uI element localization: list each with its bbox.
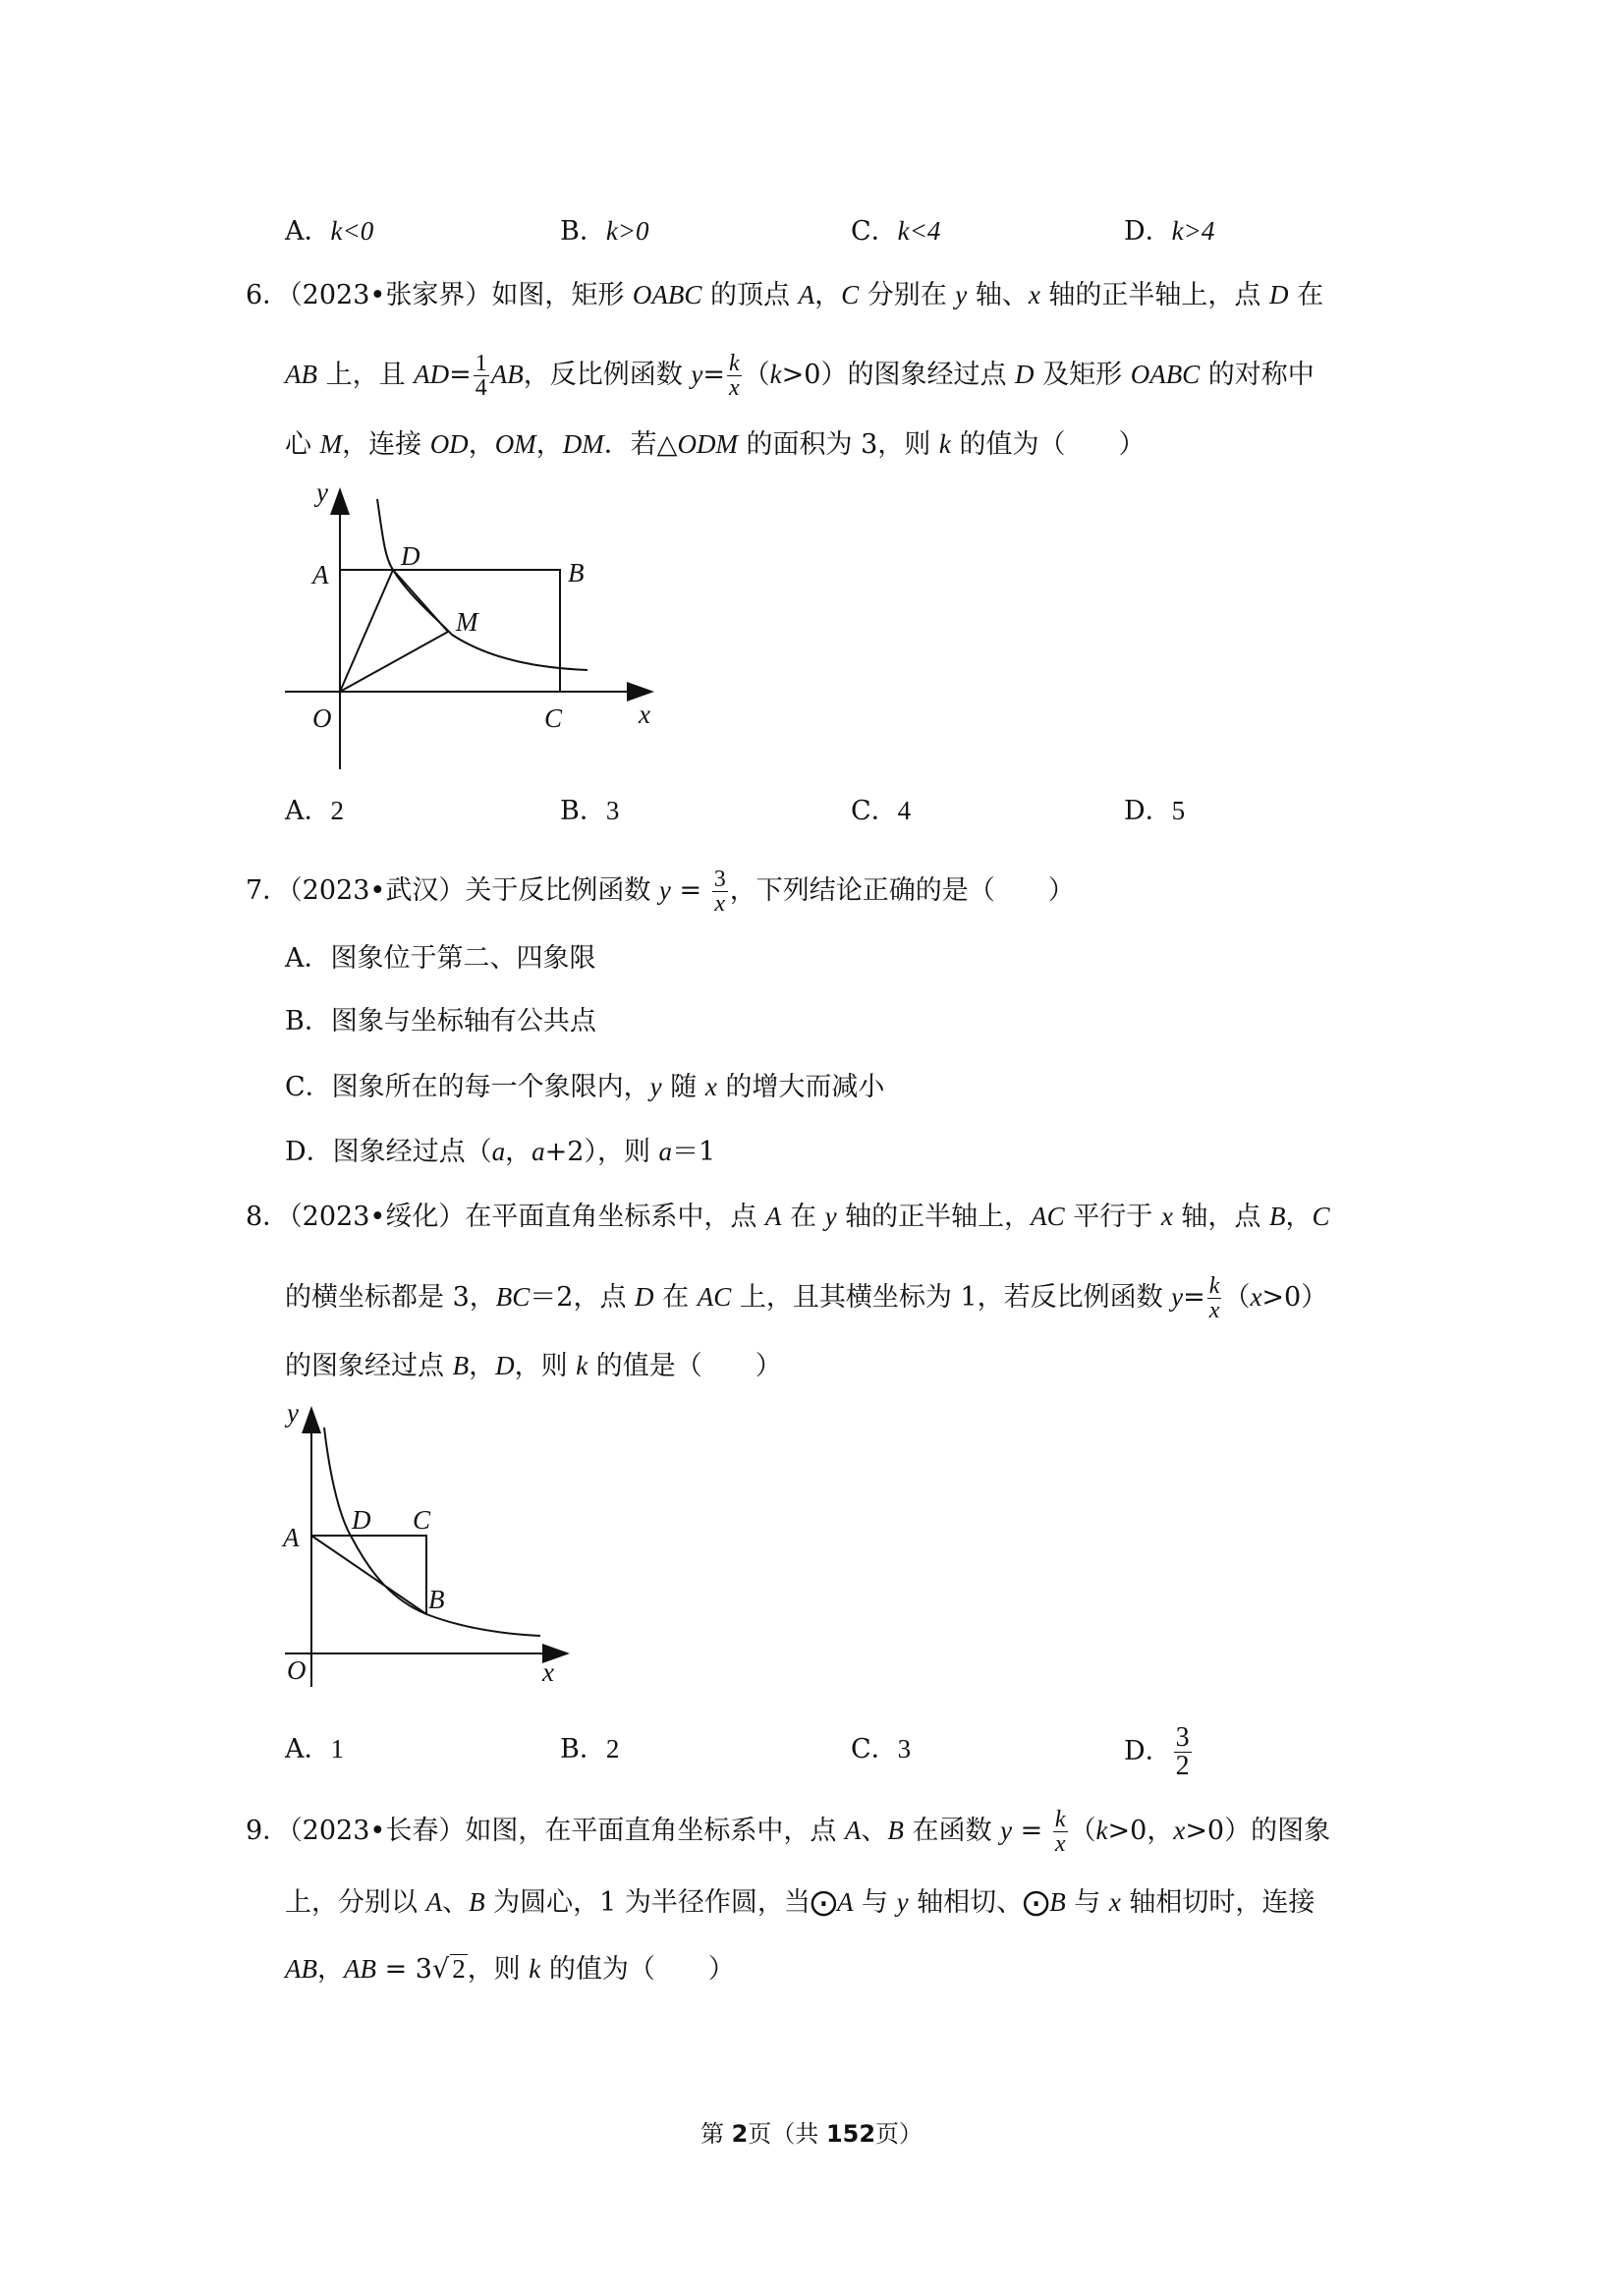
q6-label-x: x (639, 700, 650, 729)
sqrt-sign: √ (431, 1954, 450, 1985)
q8-option-b: B．2 (560, 1734, 620, 1764)
q8-figure (275, 1400, 580, 1695)
q8-label-a: A (283, 1523, 300, 1552)
q8-segment-ab (311, 1536, 426, 1614)
q8-line-2: 的横坐标都是 3，BC＝2，点 D 在 AC 上，且其横坐标为 1，若反比例函数 y= $\frac{k}{x}$ （x>0） (285, 1273, 1328, 1323)
page-footer: 第 2页（共 152页） (700, 2120, 923, 2148)
q8-option-d: D． $\frac{3}{2}$ (1124, 1722, 1190, 1781)
q6-option-d: D．5 (1124, 796, 1186, 826)
sqrt-radicand: 2 (452, 1954, 466, 1984)
fraction-one-quarter: $\frac{1}{4}$ (475, 351, 487, 401)
fraction-3-over-x: $\frac{3}{x}$ (713, 867, 726, 917)
q9-line-1: 9．（2023•长春）如图，在平面直角坐标系中，点 A、B 在函数 y = $\frac{k}{x}$ （k>0，x>0）的图象 (246, 1807, 1331, 1857)
q5-option-a: A．k<0 (285, 216, 374, 247)
q8-option-a: A．1 (285, 1734, 344, 1764)
q7-option-a: A．图象位于第二、四象限 (285, 943, 596, 974)
q8-label-y: y (287, 1400, 299, 1428)
q6-label-m: M (456, 607, 478, 637)
fraction-k-over-x: $\frac{k}{x}$ (1054, 1807, 1066, 1857)
q6-figure (275, 472, 668, 776)
q6-label-a: A (312, 560, 329, 589)
q6-line-1: 6．（2023•张家界）如图，矩形 OABC 的顶点 A，C 分别在 y 轴、x 轴的正半轴上，点 D 在 (246, 280, 1324, 310)
q9-line-3: AB，AB = 3√ 2，则 k 的值为（ ） (285, 1954, 735, 1985)
fraction-k-over-x: $\frac{k}{x}$ (1208, 1273, 1220, 1323)
q8-label-b: B (428, 1585, 445, 1614)
q7-option-b: B．图象与坐标轴有公共点 (285, 1006, 596, 1036)
q8-label-o: O (287, 1655, 307, 1685)
q6-line-2: AB 上，且 AD= $\frac{1}{4}$ AB，反比例函数 y= $\frac{k}{x}$ （k>0）的图象经过点 D 及矩形 OABC 的对称中 (285, 351, 1315, 401)
q7-option-c: C．图象所在的每一个象限内，y 随 x 的增大而减小 (285, 1072, 885, 1102)
q5-option-d: D．k>4 (1124, 216, 1215, 247)
q6-label-y: y (316, 477, 328, 507)
q6-label-c: C (544, 703, 563, 733)
q6-option-a: A．2 (285, 796, 344, 826)
q8-label-c: C (413, 1505, 431, 1535)
q6-option-b: B．3 (560, 796, 620, 826)
q6-segment-dm (393, 570, 448, 632)
q6-label-d: D (401, 541, 420, 571)
q6-option-c: C．4 (851, 796, 912, 826)
q6-hyperbola (377, 499, 588, 670)
fraction-k-over-x: $\frac{k}{x}$ (729, 351, 740, 401)
q7-option-d: D．图象经过点（a，a+2），则 a＝1 (285, 1137, 716, 1167)
q6-segment-om (340, 632, 448, 692)
q6-label-b: B (568, 558, 585, 588)
q5-option-c: C．k<4 (851, 216, 941, 247)
q9-line-2: 上，分别以 A、B 为圆心，1 为半径作圆，当⨀A 与 y 轴相切、⨀B 与 x 轴相切时，连接 (285, 1887, 1315, 1918)
q6-line-3: 心 M，连接 OD，OM，DM．若△ODM 的面积为 3，则 k 的值为（ ） (285, 429, 1146, 460)
q8-label-d: D (352, 1505, 371, 1535)
q8-line-3: 的图象经过点 B，D，则 k 的值是（ ） (285, 1351, 782, 1381)
q6-label-o: O (312, 703, 332, 733)
q5-option-b: B．k>0 (560, 216, 649, 247)
q8-label-x: x (542, 1657, 554, 1687)
q7-stem: 7．（2023•武汉）关于反比例函数 y = $\frac{3}{x}$ ，下列结论正确的是（ ） (246, 867, 1075, 917)
q8-line-1: 8．（2023•绥化）在平面直角坐标系中，点 A 在 y 轴的正半轴上，AC 平行于 x 轴，点 B，C (246, 1202, 1330, 1232)
fraction-3-over-2: $\frac{3}{2}$ (1175, 1722, 1190, 1781)
q6-segment-od (340, 570, 393, 692)
q8-option-c: C．3 (851, 1734, 912, 1764)
